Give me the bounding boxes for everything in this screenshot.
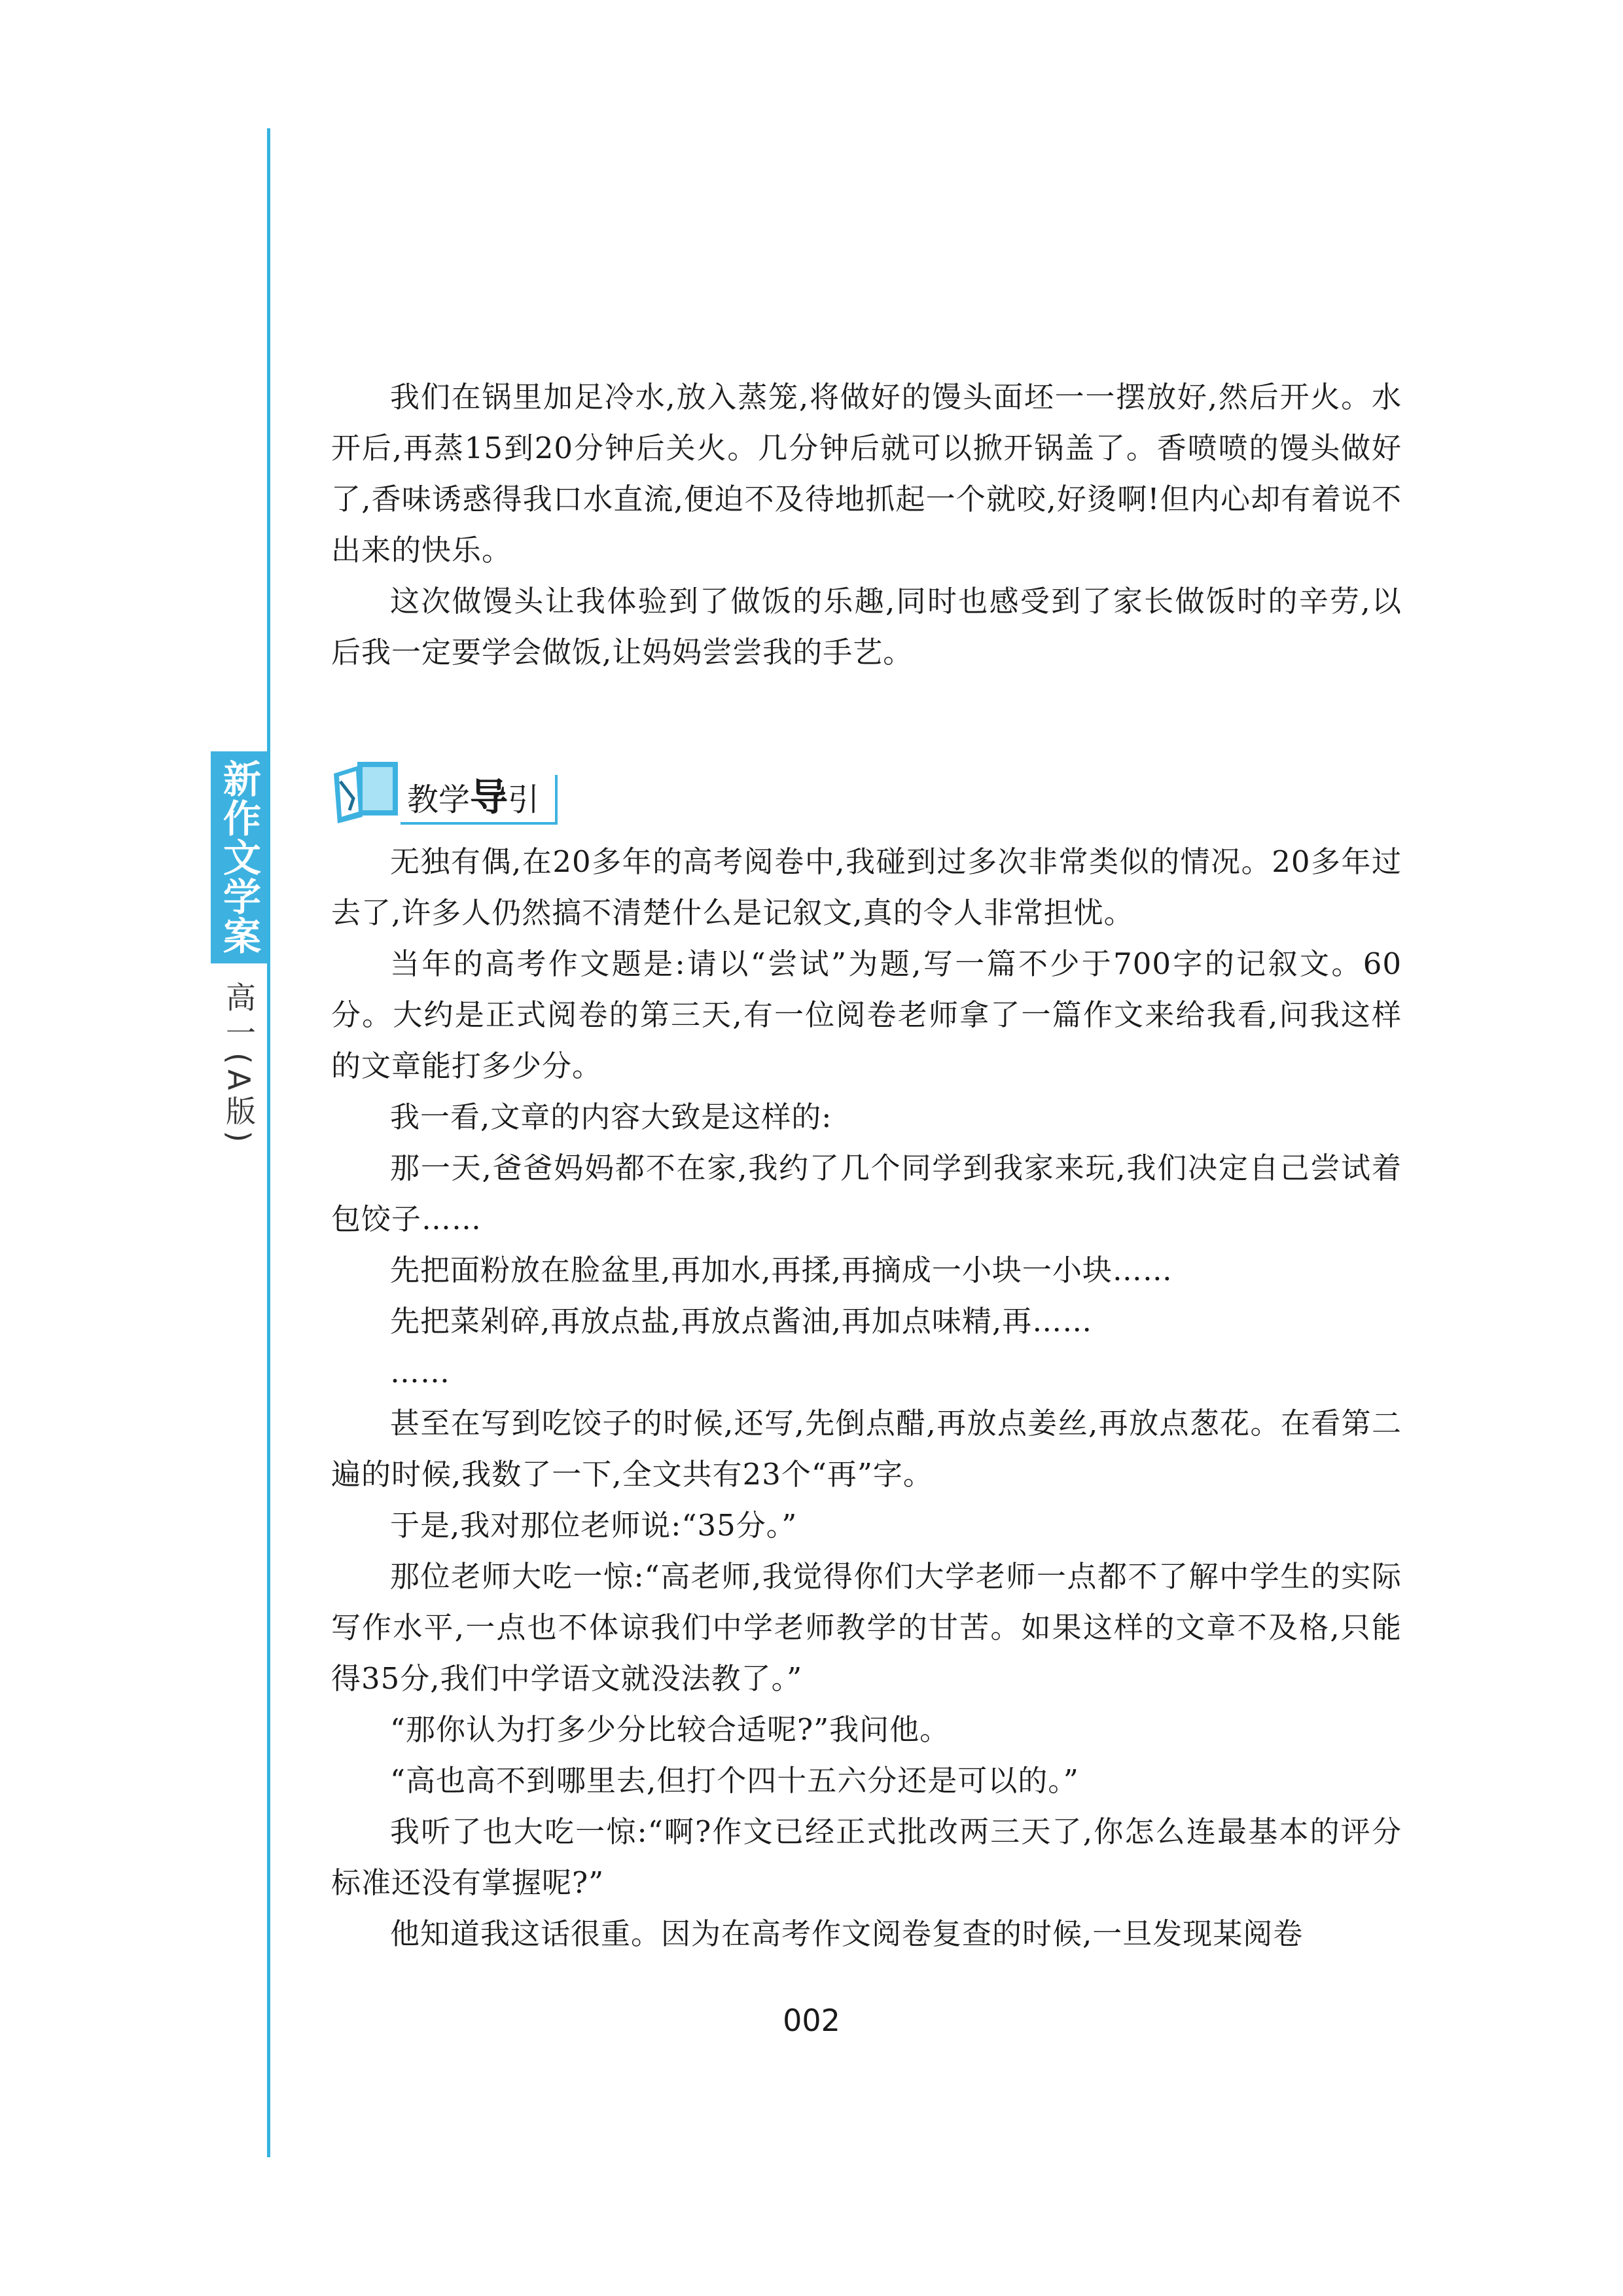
guide-paragraph: 我听了也大吃一惊:“啊?作文已经正式批改两三天了,你怎么连最基本的评分标准还没有掌握呢?” (331, 1814, 1402, 1900)
page-content (331, 372, 1402, 1960)
guide-paragraph: 无独有偶,在20多年的高考阅卷中,我碰到过多次非常类似的情况。20多年过去了,许多人仍然搞不清楚什么是记叙文,真的令人非常担忧。 (331, 844, 1402, 930)
guide-paragraph: 我一看,文章的内容大致是这样的: (390, 1100, 832, 1134)
guide-paragraph: 他知道我这话很重。因为在高考作文阅卷复查的时候,一旦发现某阅卷 (390, 1916, 1304, 1951)
grade-label-area (211, 982, 267, 1250)
series-title-tab (211, 751, 267, 963)
section-title-part: 教学 (407, 781, 471, 818)
guide-paragraph: 那一天,爸爸妈妈都不在家,我约了几个同学到我家来玩,我们决定自己尝试着包饺子…… (331, 1151, 1402, 1236)
guide-paragraph: 先把菜剁碎,再放点盐,再放点酱油,再加点味精,再…… (390, 1304, 1093, 1338)
guide-paragraph: 先把面粉放在脸盆里,再加水,再揉,再摘成一小块一小块…… (390, 1253, 1173, 1287)
guide-paragraph: …… (390, 1355, 450, 1390)
guide-paragraph: 当年的高考作文题是:请以“尝试”为题,写一篇不少于700字的记叙文。60分。大约是正式阅卷的第三天,有一位阅卷老师拿了一篇作文来给我看,问我这样的文章能打多少分。 (331, 946, 1402, 1083)
guide-paragraph: 甚至在写到吃饺子的时候,还写,先倒点醋,再放点姜丝,再放点葱花。在看第二遍的时候,我数了一下,全文共有23个“再”字。 (331, 1406, 1402, 1492)
book-icon (331, 755, 403, 827)
series-title: 新作文学案 (217, 759, 261, 956)
guide-paragraph: 于是,我对那位老师说:“35分。” (390, 1508, 798, 1543)
margin-rule-line (267, 128, 270, 2157)
section-spacer (331, 678, 1402, 755)
guide-paragraph: “那你认为打多少分比较合适呢?”我问他。 (390, 1712, 950, 1747)
guide-paragraph: 那位老师大吃一惊:“高老师,我觉得你们大学老师一点都不了解中学生的实际写作水平,一点也不体谅我们中学老师教学的甘苦。如果这样的文章不及格,只能得35分,我们中学语文就没法教了。” (331, 1559, 1402, 1696)
page-number: 002 (783, 2003, 840, 2038)
section-title-part: 引 (508, 781, 540, 818)
guide-paragraph: “高也高不到哪里去,但打个四十五六分还是可以的。” (390, 1763, 1079, 1798)
story-paragraph: 这次做馒头让我体验到了做饭的乐趣,同时也感受到了家长做饭时的辛劳,以后我一定要学会做饭,让妈妈尝尝我的手艺。 (331, 584, 1402, 670)
grade-label: 高一(A版) (221, 982, 257, 1148)
story-paragraph: 我们在锅里加足冷水,放入蒸笼,将做好的馒头面坯一一摆放好,然后开火。水开后,再蒸15到20分钟后关火。几分钟后就可以掀开锅盖了。香喷喷的馒头做好了,香味诱惑得我口水直流,便迫不及待地抓起一个就咬,好烫啊!但内心却有着说不出来的快乐。 (331, 380, 1402, 567)
section-header (331, 755, 1402, 827)
section-title-emphasis: 导 (470, 775, 508, 819)
section-title (401, 775, 558, 825)
